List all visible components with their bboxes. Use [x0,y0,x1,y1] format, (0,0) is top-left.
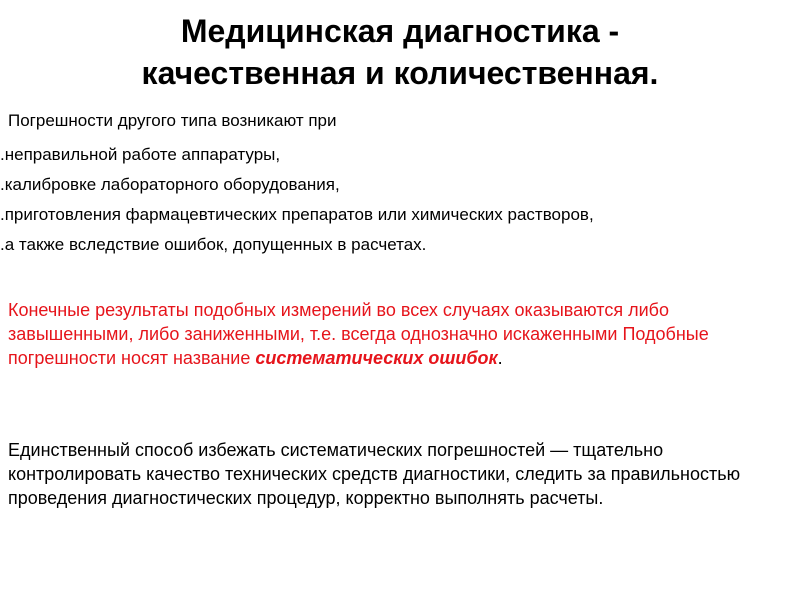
slide-title-line-1: Медицинская диагностика - [180,13,620,49]
intro-text: Погрешности другого типа возникают при [8,111,337,130]
systematic-errors-term: систематических ошибок [255,348,498,368]
list-item: .а также вследствие ошибок, допущенных в расчетах. [0,235,427,254]
slide-title [0,10,800,94]
conclusion-paragraph: Единственный способ избежать систематических погрешностей — тщательно контролировать качество технических средств диагностики, следить за правильностью проведения диагностических процедур, корректно выполнять расчеты. [8,440,741,508]
list-item: .приготовления фармацевтических препаратов или химических растворов, [0,205,594,224]
list-item: .неправильной работе аппаратуры, [0,145,281,164]
list-item: .калибровке лабораторного оборудования, [0,175,340,194]
error-causes-list [0,144,594,264]
paragraph-end-period: . [497,348,503,368]
slide-title-line-2: качественная и количественная. [141,55,659,91]
systematic-errors-text: Конечные результаты подобных измерений во всех случаях оказываются либо завышенными, либо заниженными, т.е. всегда однозначно искаженными Подобные погрешности носят название [8,300,709,368]
systematic-errors-paragraph [8,298,794,370]
